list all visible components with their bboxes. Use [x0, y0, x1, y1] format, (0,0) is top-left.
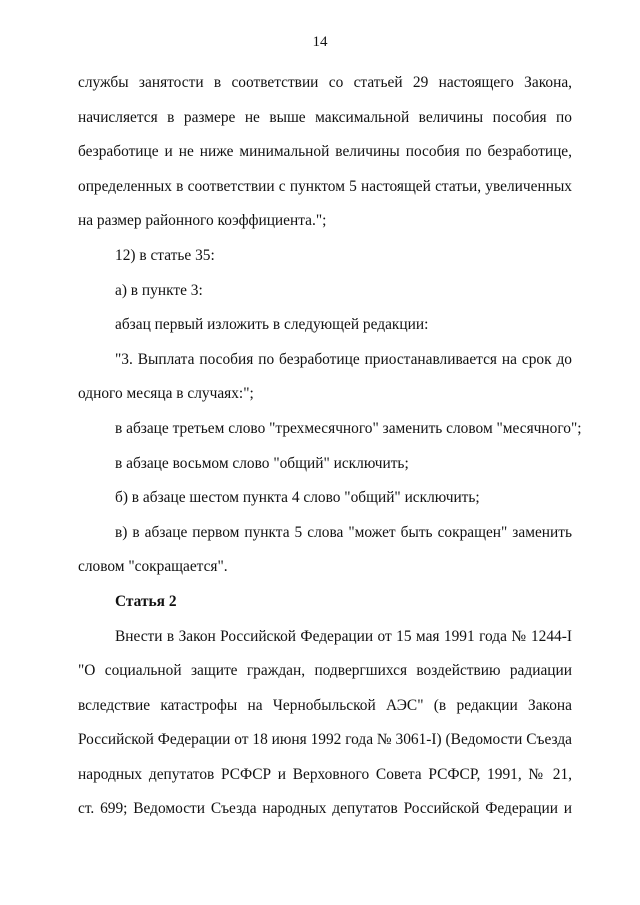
paragraph-subitem-b: [78, 481, 572, 516]
text-line: в) в абзаце первом пункта 5 слова "может быть сокращен" заменить: [115, 523, 572, 541]
text-line: в абзаце третьем слово "трехмесячного" заменить словом "месячного";: [115, 419, 582, 437]
text-line: б) в абзаце шестом пункта 4 слово "общий" исключить;: [115, 489, 480, 507]
text-line: службы занятости в соответствии со статьей 29 настоящего Закона,: [78, 74, 572, 91]
text-line: вследствие катастрофы на Чернобыльской АЭС" (в редакции Закона: [78, 696, 572, 714]
text-line: "О социальной защите граждан, подвергшихся воздействию радиации: [78, 662, 572, 680]
paragraph-subitem-v: [78, 516, 572, 585]
text-line: на размер районного коэффициента.";: [78, 212, 327, 230]
article-heading: [78, 585, 572, 620]
text-line: "3. Выплата пособия по безработице приостанавливается на срок до: [115, 350, 572, 368]
text-line: в абзаце восьмом слово "общий" исключить;: [115, 454, 409, 472]
paragraph-item-12: [78, 239, 572, 274]
paragraph-article-2-body: [78, 620, 572, 828]
text-line: народных депутатов РСФСР и Верховного Совета РСФСР, 1991, № 21,: [78, 765, 572, 783]
paragraph-instruction: [78, 308, 572, 343]
paragraph-quote-3: [78, 343, 572, 412]
document-body: [78, 66, 582, 827]
text-line: ст. 699; Ведомости Съезда народных депутатов Российской Федерации и: [78, 800, 572, 818]
paragraph-abzac-third: [78, 412, 582, 447]
text-line: Внести в Закон Российской Федерации от 15 мая 1991 года № 1244-I: [115, 627, 572, 645]
text-line: Российской Федерации от 18 июня 1992 года № 3061-I) (Ведомости Съезда: [78, 731, 572, 749]
text-line: одного месяца в случаях:";: [78, 385, 254, 403]
text-line: определенных в соответствии с пунктом 5 настоящей статьи, увеличенных: [78, 177, 572, 195]
paragraph-abzac-eighth: [78, 447, 572, 482]
text-line: абзац первый изложить в следующей редакции:: [115, 316, 429, 334]
paragraph-continuation: [78, 66, 572, 239]
text-line: Статья 2: [115, 592, 177, 610]
page-number: 14: [312, 34, 328, 50]
text-line: начисляется в размере не выше максимальной величины пособия по: [78, 108, 572, 126]
text-line: 12) в статье 35:: [115, 246, 215, 264]
paragraph-subitem-a: [78, 274, 572, 309]
text-line: а) в пункте 3:: [115, 281, 203, 299]
text-line: словом "сокращается".: [78, 558, 228, 576]
text-line: безработице и не ниже минимальной величины пособия по безработице,: [78, 143, 572, 161]
